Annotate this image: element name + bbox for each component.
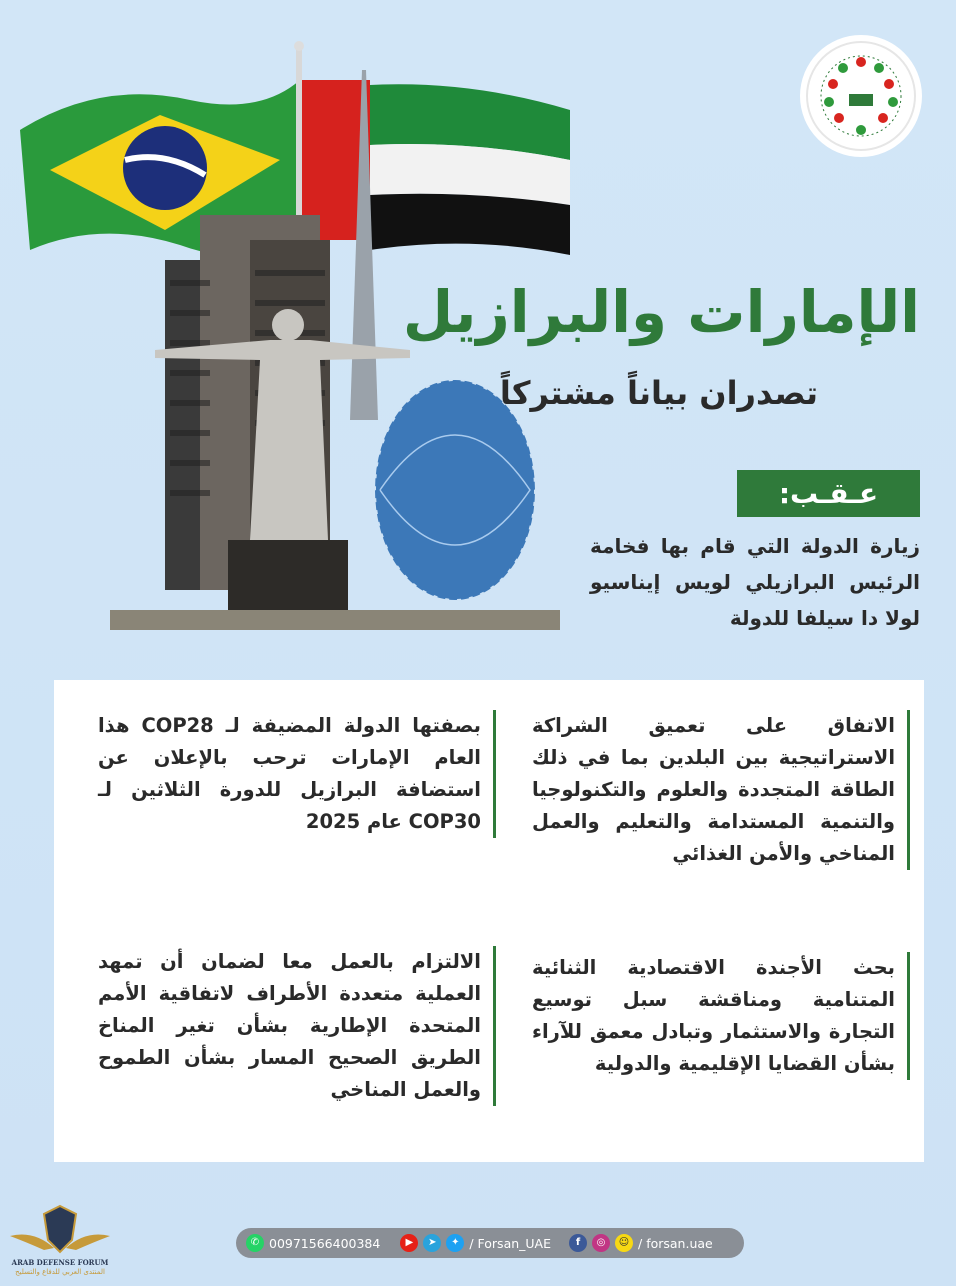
- point-item: بحث الأجندة الاقتصادية الثنائية المتنامية ومناقشة سبل توسيع التجارة والاستثمار وتبادل معمق للآراء بشأن القضايا الإقليمية والدولية: [532, 952, 910, 1080]
- background-text: زيارة الدولة التي قام بها فخامة الرئيس البرازيلي لويس إيناسيو لولا دا سيلفا للدولة: [590, 534, 920, 630]
- page-title: الإمارات والبرازيل: [402, 278, 920, 346]
- page-subtitle: تصدران بياناً مشتركاً: [499, 374, 818, 412]
- snapchat-icon[interactable]: ☺: [615, 1234, 633, 1252]
- watermark-line-1: ARAB DEFENSE FORUM: [11, 1258, 109, 1267]
- points-panel: [54, 680, 924, 1162]
- youtube-icon[interactable]: ▶: [400, 1234, 418, 1252]
- forsan-logo: [803, 38, 919, 154]
- twitter-icon[interactable]: ✦: [446, 1234, 464, 1252]
- social-handle-2[interactable]: / forsan.uae: [638, 1235, 713, 1251]
- social-handle-1[interactable]: / Forsan_UAE: [469, 1235, 552, 1251]
- background-label: عـقـب:: [737, 470, 920, 517]
- point-item: الالتزام بالعمل معا لضمان أن تمهد العملية متعددة الأطراف لاتفاقية الأمم المتحدة الإطارية بشأن تغير المناخ الطريق الصحيح المسار بشأن الطموح والعمل المناخي: [98, 946, 496, 1106]
- social-bar: [236, 1228, 744, 1258]
- point-item: بصفتها الدولة المضيفة لـ COP28 هذا العام الإمارات ترحب بالإعلان عن استضافة البرازيل للدورة الثلاثين لـ COP30 عام 2025: [98, 710, 496, 838]
- telegram-icon[interactable]: ➤: [423, 1234, 441, 1252]
- arab-defense-forum-watermark: [4, 1200, 116, 1284]
- whatsapp-icon[interactable]: ✆: [246, 1234, 264, 1252]
- forsan-logo-image: [803, 38, 919, 154]
- instagram-icon[interactable]: ◎: [592, 1234, 610, 1252]
- facebook-icon[interactable]: f: [569, 1234, 587, 1252]
- point-item: الاتفاق على تعميق الشراكة الاستراتيجية بين البلدين بما في ذلك الطاقة المتجددة والعلوم والتكنولوجيا والتنمية المستدامة والتعليم والعمل المناخي والأمن الغذائي: [532, 710, 910, 870]
- watermark-line-2: المنتدى العربي للدفاع والتسليح: [15, 1268, 105, 1276]
- phone-number[interactable]: 00971566400384: [269, 1235, 381, 1251]
